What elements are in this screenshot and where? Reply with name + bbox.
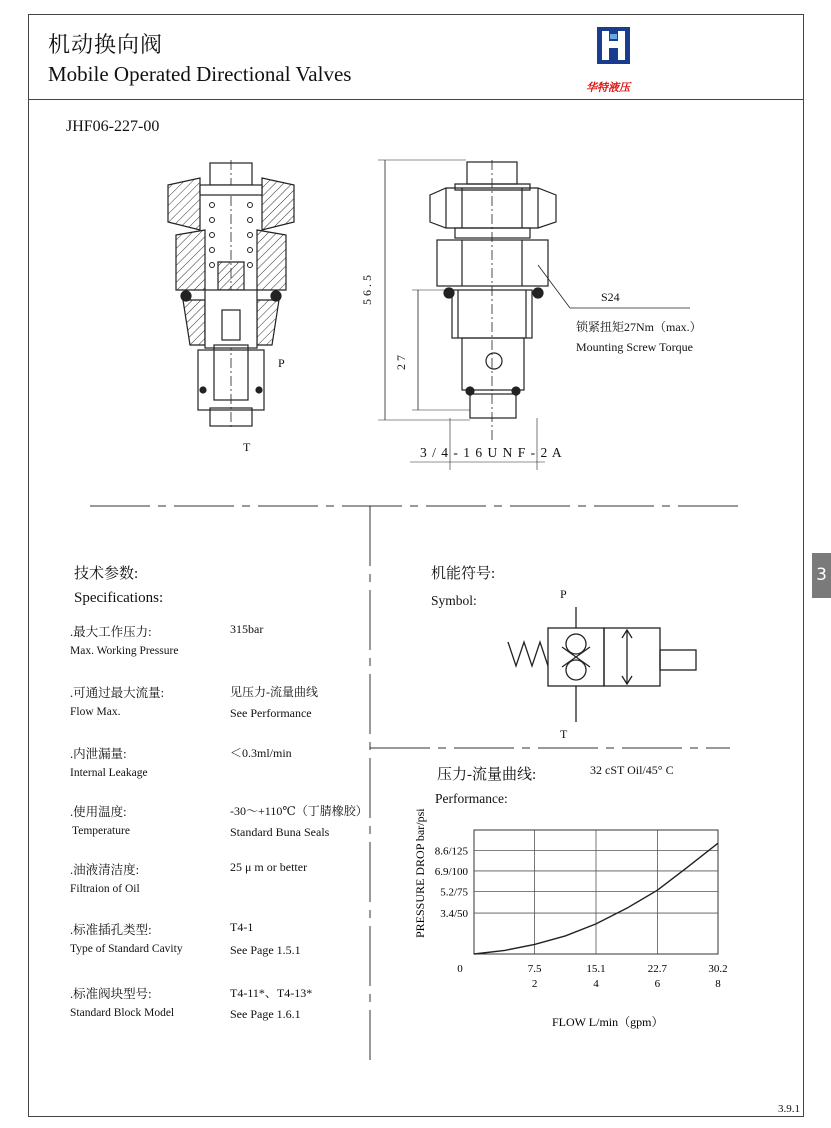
spec-leakage-value: ＜0.3ml/min xyxy=(230,746,292,760)
chart-y-label: PRESSURE DROP bar/psi xyxy=(413,808,427,938)
dimension-total-length: 5 6 . 5 xyxy=(360,275,374,305)
x-tick-label-lpm: 22.7 xyxy=(647,963,668,975)
symbol-port-t: T xyxy=(560,727,568,741)
performance-heading-en: Performance: xyxy=(435,791,508,806)
title-chinese: 机动换向阀 xyxy=(48,32,164,57)
x-tick-label-lpm: 30.2 xyxy=(708,963,728,975)
page-number: 3.9.1 xyxy=(778,1103,800,1115)
torque-label-cn: 锁紧扭矩27Nm（max.） xyxy=(576,320,702,334)
spec-block-cn: .标准阀块型号: xyxy=(70,987,152,1001)
y-tick-label: 3.4/50 xyxy=(440,908,468,921)
oil-condition: 32 cST Oil/45° C xyxy=(590,763,674,777)
spec-filtration-value: 25 μ m or better xyxy=(230,860,308,874)
x-tick-label-gpm: 4 xyxy=(593,978,599,990)
symbol-heading-cn: 机能符号: xyxy=(431,566,496,582)
x-tick-label-gpm: 2 xyxy=(531,978,538,990)
x-tick-label-gpm: 6 xyxy=(654,978,661,990)
chapter-tab: 3 xyxy=(812,553,831,598)
specs-heading-cn: 技术参数: xyxy=(74,566,139,582)
spec-flow-max-cn: .可通过最大流量: xyxy=(70,686,165,700)
y-tick-label: 5.2/75 xyxy=(440,886,468,899)
spec-temperature-value-en: Standard Buna Seals xyxy=(230,825,330,839)
spec-filtration-cn: .油液清洁度: xyxy=(70,863,140,877)
dimension-lower-length: 2 7 xyxy=(394,355,408,370)
spec-leakage-cn: .内泄漏量: xyxy=(70,747,127,761)
hex-size-label: S24 xyxy=(601,290,620,304)
header-divider xyxy=(28,99,804,100)
spec-flow-max-en: Flow Max. xyxy=(70,706,121,718)
torque-label-en: Mounting Screw Torque xyxy=(576,340,693,354)
brand-name: 华特液压 xyxy=(586,81,630,94)
drawing-port-t: T xyxy=(243,440,251,454)
spec-cavity-en: Type of Standard Cavity xyxy=(70,943,183,955)
spec-max-pressure-cn: .最大工作压力: xyxy=(70,625,152,639)
x-tick-label-gpm: 8 xyxy=(715,978,721,990)
chart-x-label: FLOW L/min（gpm） xyxy=(552,1015,664,1029)
spec-block-value-cn: T4-11*、T4-13* xyxy=(230,986,313,1000)
y-tick-label: 6.9/100 xyxy=(434,865,468,878)
spec-leakage-en: Internal Leakage xyxy=(70,767,148,779)
spec-cavity-value-cn: T4-1 xyxy=(230,920,254,934)
spec-temperature-cn: .使用温度: xyxy=(70,805,127,819)
spec-block-en: Standard Block Model xyxy=(70,1007,175,1019)
x-tick-label-lpm: 7.5 xyxy=(527,963,542,975)
symbol-heading-en: Symbol: xyxy=(431,593,477,608)
spec-temperature-en: Temperature xyxy=(72,825,130,837)
spec-filtration-en: Filtraion of Oil xyxy=(70,883,140,895)
x-tick-label-lpm: 0 xyxy=(457,963,463,975)
spec-block-value-en: See Page 1.6.1 xyxy=(230,1007,301,1021)
spec-flow-max-value-en: See Performance xyxy=(230,706,312,720)
spec-flow-max-value-cn: 见压力-流量曲线 xyxy=(230,685,318,699)
x-tick-label-lpm: 15.1 xyxy=(586,963,606,975)
spec-cavity-value-en: See Page 1.5.1 xyxy=(230,943,301,957)
specs-heading-en: Specifications: xyxy=(74,590,164,606)
drawing-port-p: P xyxy=(278,356,285,370)
spec-temperature-value-cn: -30～+110℃（丁腈橡胶） xyxy=(230,804,368,818)
performance-heading-cn: 压力-流量曲线: xyxy=(437,767,537,783)
thread-spec: 3 / 4 - 1 6 U N F - 2 A xyxy=(420,445,563,460)
model-number: JHF06-227-00 xyxy=(66,118,160,135)
symbol-port-p: P xyxy=(560,587,567,601)
title-english: Mobile Operated Directional Valves xyxy=(48,62,352,86)
y-tick-label: 8.6/125 xyxy=(434,845,468,858)
spec-max-pressure-value: 315bar xyxy=(230,622,264,636)
spec-max-pressure-en: Max. Working Pressure xyxy=(70,645,179,657)
spec-cavity-cn: .标准插孔类型: xyxy=(70,923,152,937)
